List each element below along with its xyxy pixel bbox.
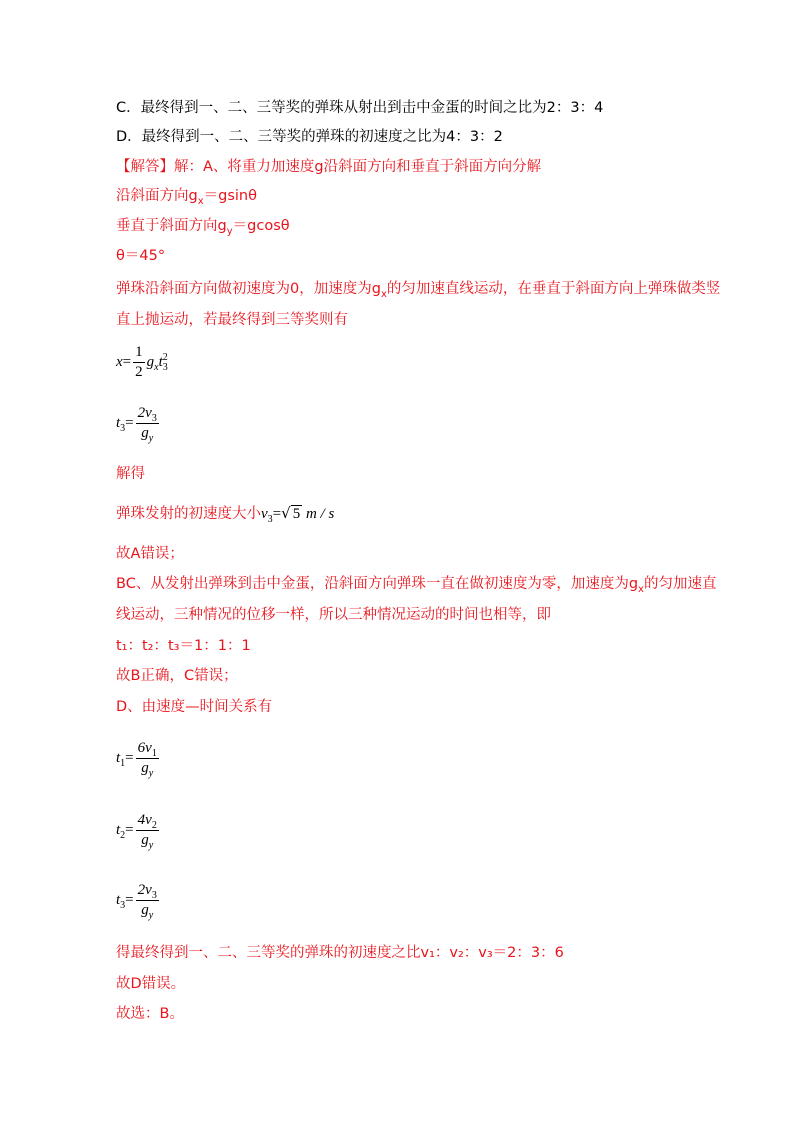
eq2-num: 2v	[137, 405, 152, 421]
t1-lhs-sub: 1	[120, 757, 126, 769]
t3-den: g	[141, 902, 149, 918]
motion-line-1	[116, 279, 720, 299]
ratio-t: t₁：t₂：t₃＝1：1：1	[116, 638, 251, 654]
gy-rest: ＝gcosθ	[232, 218, 290, 234]
option-d: D．最终得到一、二、三等奖的弹珠的初速度之比为4：3：2	[116, 129, 503, 145]
t2-num-sub: 2	[151, 820, 157, 831]
t3-num-sub: 3	[151, 890, 157, 901]
speed-line	[116, 503, 334, 524]
equation-t3-first: $t_3=$ $\frac{2v_3}{g_y}$	[116, 405, 157, 444]
eq2-den-sub: y	[148, 433, 154, 444]
t3-den-sub: y	[148, 910, 154, 921]
eq2-num-sub: 3	[151, 413, 157, 424]
bc-text-b: 的匀加速直	[643, 576, 717, 592]
equation-t2: $t_2=$ $\frac{4v_2}{g_y}$	[116, 812, 157, 851]
motion-sub: x	[380, 288, 387, 300]
eq1-lhs: x	[116, 353, 123, 370]
t1-den: g	[141, 760, 149, 776]
speed-unit: m / s	[305, 506, 335, 522]
eq1-t-sup: 2	[162, 351, 168, 363]
eq2-num-wrap	[136, 405, 159, 424]
gy-text: 垂直于斜面方向g	[116, 218, 227, 234]
eq2-lhs-sub: 3	[120, 422, 126, 434]
eq2-den-wrap	[136, 424, 159, 442]
solve-label: 解得	[116, 466, 145, 482]
t1-num: 6v	[137, 740, 152, 756]
eq1-t: t	[158, 353, 163, 370]
answer-header: 【解答】解：A、将重力加速度g沿斜面方向和垂直于斜面方向分解	[116, 159, 542, 175]
equation-t3-second: $t_3=$ $\frac{2v_3}{g_y}$	[116, 882, 157, 921]
t1-num-wrap	[136, 740, 159, 759]
eq1-num: 1	[133, 344, 145, 363]
eq1-g-sub: x	[154, 361, 159, 373]
equation-displacement: x= $\frac{1}{2}$ $g_xt$ 2 3	[116, 344, 168, 380]
eq1-den: 2	[135, 364, 143, 380]
t3-den-wrap	[136, 901, 159, 919]
eq1-t-sub: 3	[162, 361, 168, 373]
ratio-v: 得最终得到一、二、三等奖的弹珠的初速度之比v₁：v₂：v₃＝2：3：6	[116, 945, 564, 961]
speed-sqrt: 5	[292, 506, 301, 522]
bc-text-a: BC、从发射出弹珠到击中金蛋，沿斜面方向弹珠一直在做初速度为零，加速度为g	[116, 576, 639, 592]
gx-rest: ＝gsinθ	[203, 188, 257, 204]
t2-num: 4v	[137, 812, 152, 828]
bc-line-2: 线运动，三种情况的位移一样，所以三种情况运动的时间也相等，即	[116, 607, 551, 623]
t2-den-wrap	[136, 831, 159, 849]
b-right: 故B正确，C错误；	[116, 668, 238, 684]
t1-num-sub: 1	[151, 748, 157, 759]
eq1-fraction	[133, 344, 145, 381]
d-header: D、由速度—时间关系有	[116, 699, 273, 715]
t2-lhs-sub: 2	[120, 829, 126, 841]
gx-text: 沿斜面方向g	[116, 188, 198, 204]
equation-t1: $t_1=$ $\frac{6v_1}{g_y}$	[116, 740, 157, 779]
t2-den-sub: y	[148, 840, 154, 851]
speed-prefix: 弹珠发射的初速度大小	[116, 506, 261, 522]
t1-fraction	[136, 740, 159, 777]
t3-fraction	[136, 882, 159, 919]
speed-var-sub: 3	[267, 514, 273, 525]
a-wrong: 故A错误；	[116, 546, 184, 562]
gy-line	[116, 216, 290, 236]
t3-num: 2v	[137, 882, 152, 898]
motion-text-b: 的匀加速直线运动，在垂直于斜面方向上弹珠做类竖	[386, 281, 721, 297]
eq2-lhs: t	[116, 414, 121, 431]
eq1-g: g	[146, 353, 155, 370]
gy-sub: y	[226, 225, 233, 237]
d-wrong: 故D错误。	[116, 976, 186, 992]
gx-line	[116, 186, 257, 206]
motion-text-a: 弹珠沿斜面方向做初速度为0，加速度为g	[116, 281, 381, 297]
theta-line: θ＝45°	[116, 248, 166, 264]
eq2-den: g	[141, 425, 149, 441]
t2-fraction	[136, 812, 159, 849]
bc-line-1	[116, 574, 716, 594]
eq2-fraction	[136, 405, 159, 442]
option-c: C．最终得到一、二、三等奖的弹珠从射出到击中金蛋的时间之比为2：3：4	[116, 100, 604, 116]
speed-expr: $v_3=√$ 5 m / s	[261, 504, 335, 525]
t2-num-wrap	[136, 812, 159, 831]
gx-sub: x	[197, 195, 204, 207]
t2-den: g	[141, 832, 149, 848]
t3-lhs-sub: 3	[120, 899, 126, 911]
bc-sub: x	[638, 583, 644, 595]
motion-line-2: 直上抛运动，若最终得到三等奖则有	[116, 312, 348, 328]
t1-den-wrap	[136, 759, 159, 777]
t1-den-sub: y	[148, 768, 154, 779]
sqrt-icon: √	[281, 504, 291, 522]
t3-num-wrap	[136, 882, 159, 901]
speed-var: v	[261, 506, 268, 522]
final-choice: 故选：B。	[116, 1006, 184, 1022]
